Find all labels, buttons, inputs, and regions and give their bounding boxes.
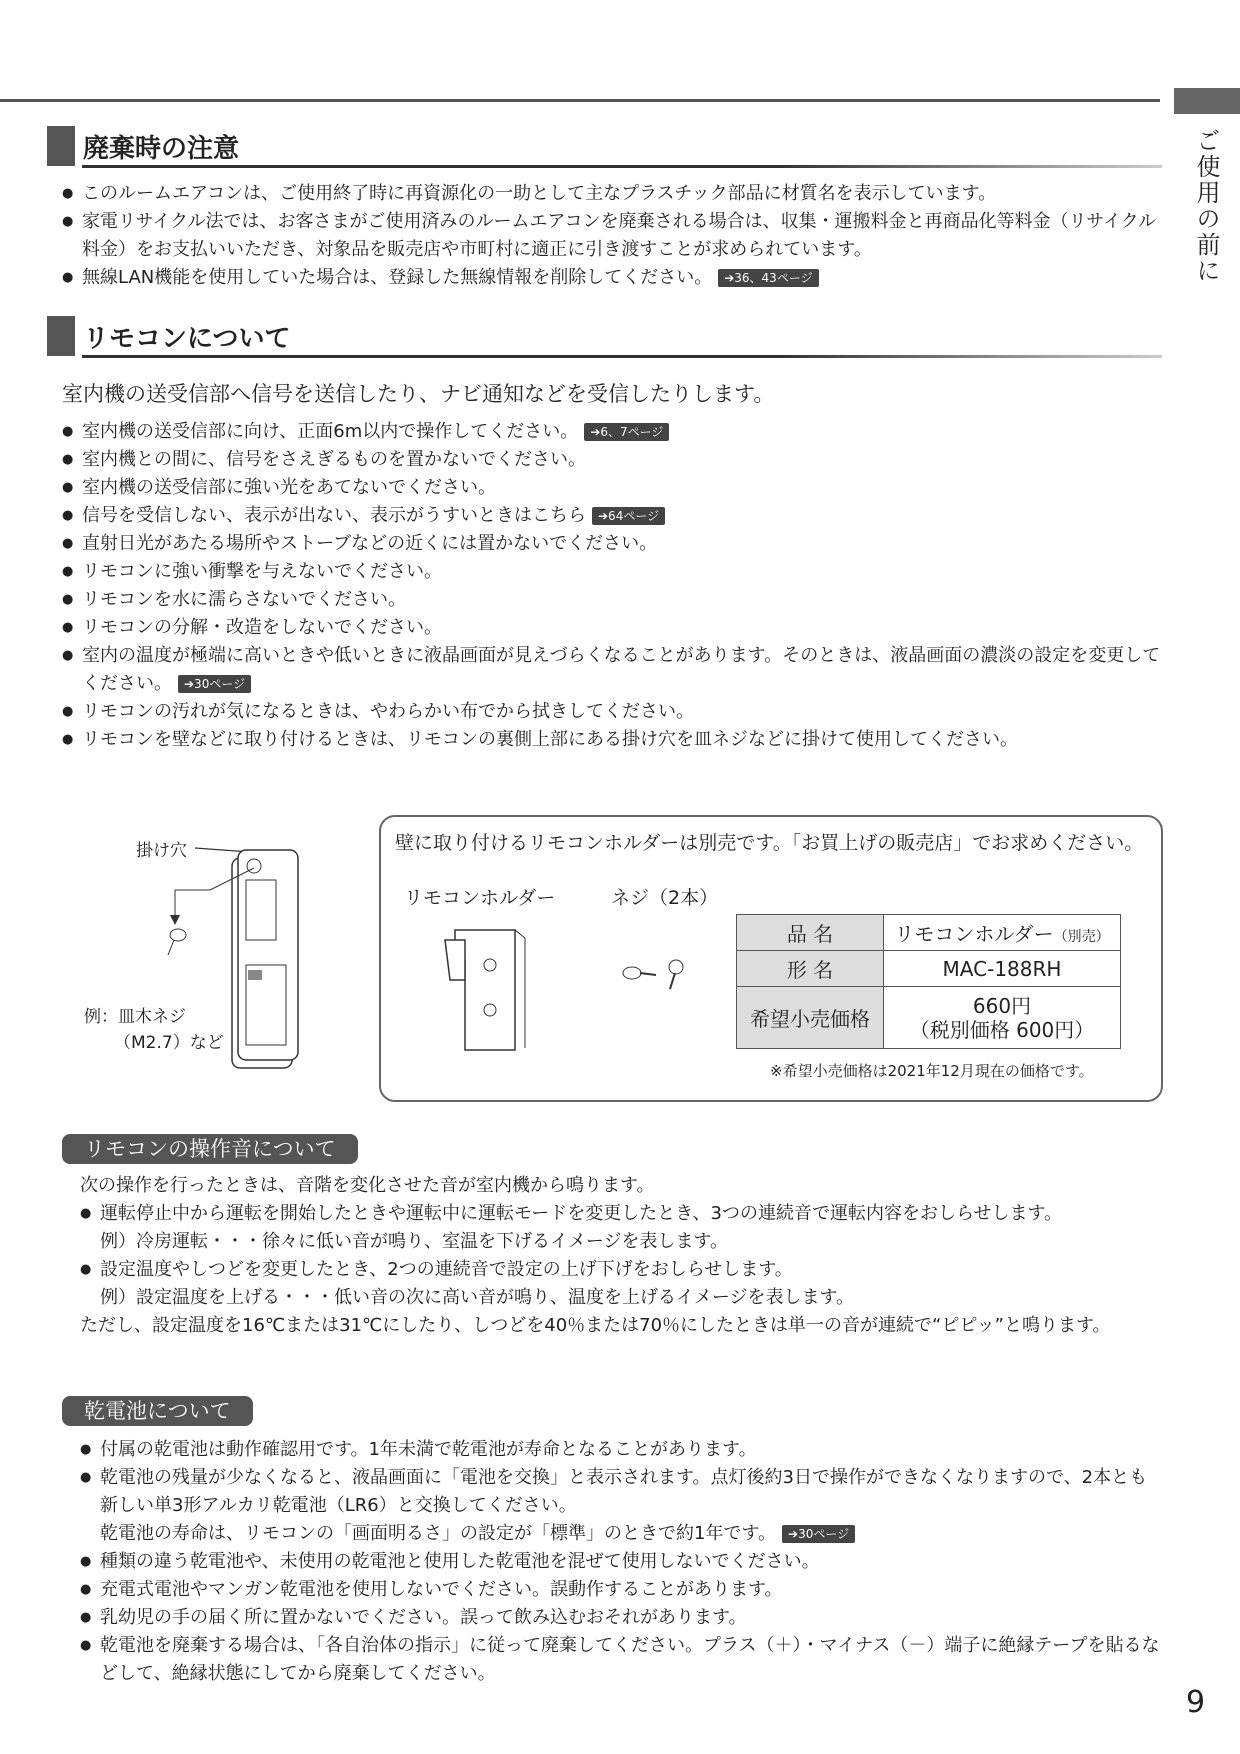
- list-item: ● リモコンを水に濡らさないでください。: [62, 586, 1162, 614]
- price-footnote: ※希望小売価格は2021年12月現在の価格です。: [770, 1062, 1094, 1080]
- holder-note: 壁に取り付けるリモコンホルダーは別売です。「お買上げの販売店」でお求めください。: [395, 832, 1144, 854]
- page-ref-link[interactable]: ➔30ページ: [178, 675, 251, 693]
- list-item: ● 直射日光があたる場所やストーブなどの近くには置かないでください。: [62, 530, 1162, 558]
- page-ref-link[interactable]: ➔30ページ: [782, 1525, 855, 1543]
- battery-body: [80, 1436, 1160, 1688]
- remote-heading: [47, 316, 290, 356]
- disposal-heading: [47, 126, 239, 166]
- remote-subtitle: 室内機の送受信部へ信号を送信したり、ナビ通知などを受信したりします。: [62, 382, 775, 406]
- sound-body: [80, 1172, 1160, 1340]
- disposal-rule: [82, 165, 1162, 168]
- list-item: ● 室内の温度が極端に高いときや低いときに液晶画面が見えづらくなることがあります。そのときは、液晶画面の濃淡の設定を変更してください。 ➔30ページ: [62, 642, 1162, 698]
- remote-rule: [82, 355, 1162, 358]
- holder-illustration: [425, 920, 535, 1060]
- example-text: 例）冷房運転・・・徐々に低い音が鳴り、室温を下げるイメージを表します。: [100, 1231, 729, 1252]
- battery-heading: 乾電池について: [62, 1396, 253, 1426]
- spec-value: 660円 （税別価格 600円）: [884, 987, 1121, 1049]
- sound-outro: ただし、設定温度を16℃または31℃にしたり、しつどを40％または70％にしたときは単一の音が連続で“ピピッ”と鳴ります。: [80, 1315, 1111, 1336]
- disposal-list: [62, 180, 1162, 292]
- sound-heading: リモコンの操作音について: [62, 1134, 358, 1164]
- list-item: ● 乳幼児の手の届く所に置かないでください。誤って飲み込むおそれがあります。: [80, 1604, 1160, 1632]
- page-ref-link[interactable]: ➔36、43ページ: [718, 269, 818, 287]
- list-item: ● 種類の違う乾電池や、未使用の乾電池と使用した乾電池を混ぜて使用しないでください。: [80, 1548, 1160, 1576]
- list-item: ● リモコンの汚れが気になるときは、やわらかい布でから拭きしてください。: [62, 698, 1162, 726]
- spec-key: 品 名: [737, 915, 884, 951]
- sound-intro: 次の操作を行ったときは、音階を変化させた音が室内機から鳴ります。: [80, 1175, 655, 1196]
- screw-illustration: [620, 955, 690, 995]
- chapter-label: ご使用の前に: [1192, 128, 1220, 284]
- top-rule: [0, 99, 1160, 102]
- list-item: ● 室内機の送受信部に向け、正面6m以内で操作してください。 ➔6、7ページ: [62, 418, 1162, 446]
- remote-list: [62, 418, 1162, 754]
- spec-value: リモコンホルダー（別売）: [884, 915, 1121, 951]
- list-item: ● 室内機との間に、信号をさえぎるものを置かないでください。: [62, 446, 1162, 474]
- page-ref-link[interactable]: ➔6、7ページ: [584, 423, 669, 441]
- holder-spec-table: [736, 914, 1121, 1049]
- list-item: ● リモコンの分解・改造をしないでください。: [62, 614, 1162, 642]
- screw-label: ネジ（2本）: [611, 887, 719, 909]
- page-number: 9: [1186, 1685, 1206, 1720]
- list-item: ● 付属の乾電池は動作確認用です。1年未満で乾電池が寿命となることがあります。: [80, 1436, 1160, 1464]
- list-item: ● 無線LAN機能を使用していた場合は、登録した無線情報を削除してください。 ➔36、43ページ: [62, 264, 1162, 292]
- example-text: 例）設定温度を上げる・・・低い音の次に高い音が鳴り、温度を上げるイメージを表します。: [100, 1287, 855, 1308]
- spec-key: 形 名: [737, 951, 884, 987]
- list-item: ● このルームエアコンは、ご使用終了時に再資源化の一助として主なプラスチック部品に材質名を表示しています。: [62, 180, 1162, 208]
- spec-key: 希望小売価格: [737, 987, 884, 1049]
- holder-label: リモコンホルダー: [404, 887, 556, 909]
- remote-title: リモコンについて: [83, 323, 291, 354]
- list-item: ● 設定温度やしつどを変更したとき、2つの連続音で設定の上げ下げをおしらせします。: [80, 1256, 1160, 1284]
- hole-label: 掛け穴: [136, 841, 187, 861]
- list-item: ● 乾電池を廃棄する場合は、「各自治体の指示」に従って廃棄してください。プラス（＋）・マイナス（－）端子に絶縁テープを貼るなどして、絶縁状態にしてから廃棄してください。: [80, 1632, 1160, 1688]
- list-item: ● 信号を受信しない、表示が出ない、表示がうすいときはこちら ➔64ページ: [62, 502, 1162, 530]
- spec-value: MAC-188RH: [884, 951, 1121, 987]
- list-item: ● 充電式電池やマンガン乾電池を使用しないでください。誤動作することがあります。: [80, 1576, 1160, 1604]
- chapter-tab: [1174, 88, 1240, 114]
- list-item: ● 運転停止中から運転を開始したときや運転中に運転モードを変更したとき、3つの連続音で運転内容をおしらせします。: [80, 1200, 1160, 1228]
- screw-example-label: 例：皿木ネジ （M2.7）など: [84, 1007, 224, 1053]
- list-item-cont: 乾電池の寿命は、リモコンの「画面明るさ」の設定が「標準」のときで約1年です。 ➔30ページ: [80, 1520, 1160, 1548]
- list-item: ● リモコンを壁などに取り付けるときは、リモコンの裏側上部にある掛け穴を皿ネジなどに掛けて使用してください。: [62, 726, 1162, 754]
- list-item: ● リモコンに強い衝撃を与えないでください。: [62, 558, 1162, 586]
- list-item: ● 家電リサイクル法では、お客さまがご使用済みのルームエアコンを廃棄される場合は、収集・運搬料金と再商品化等料金（リサイクル料金）をお支払いいただき、対象品を販売店や市町村に適正に引き渡すことが求められています。: [62, 208, 1162, 264]
- page-ref-link[interactable]: ➔64ページ: [592, 507, 665, 525]
- list-item: ● 室内機の送受信部に強い光をあてないでください。: [62, 474, 1162, 502]
- list-item: ● 乾電池の残量が少なくなると、液晶画面に「電池を交換」と表示されます。点灯後約3日で操作ができなくなりますので、2本とも新しい単3形アルカリ乾電池（LR6）と交換してください。: [80, 1464, 1160, 1520]
- disposal-title: 廃棄時の注意: [83, 133, 240, 164]
